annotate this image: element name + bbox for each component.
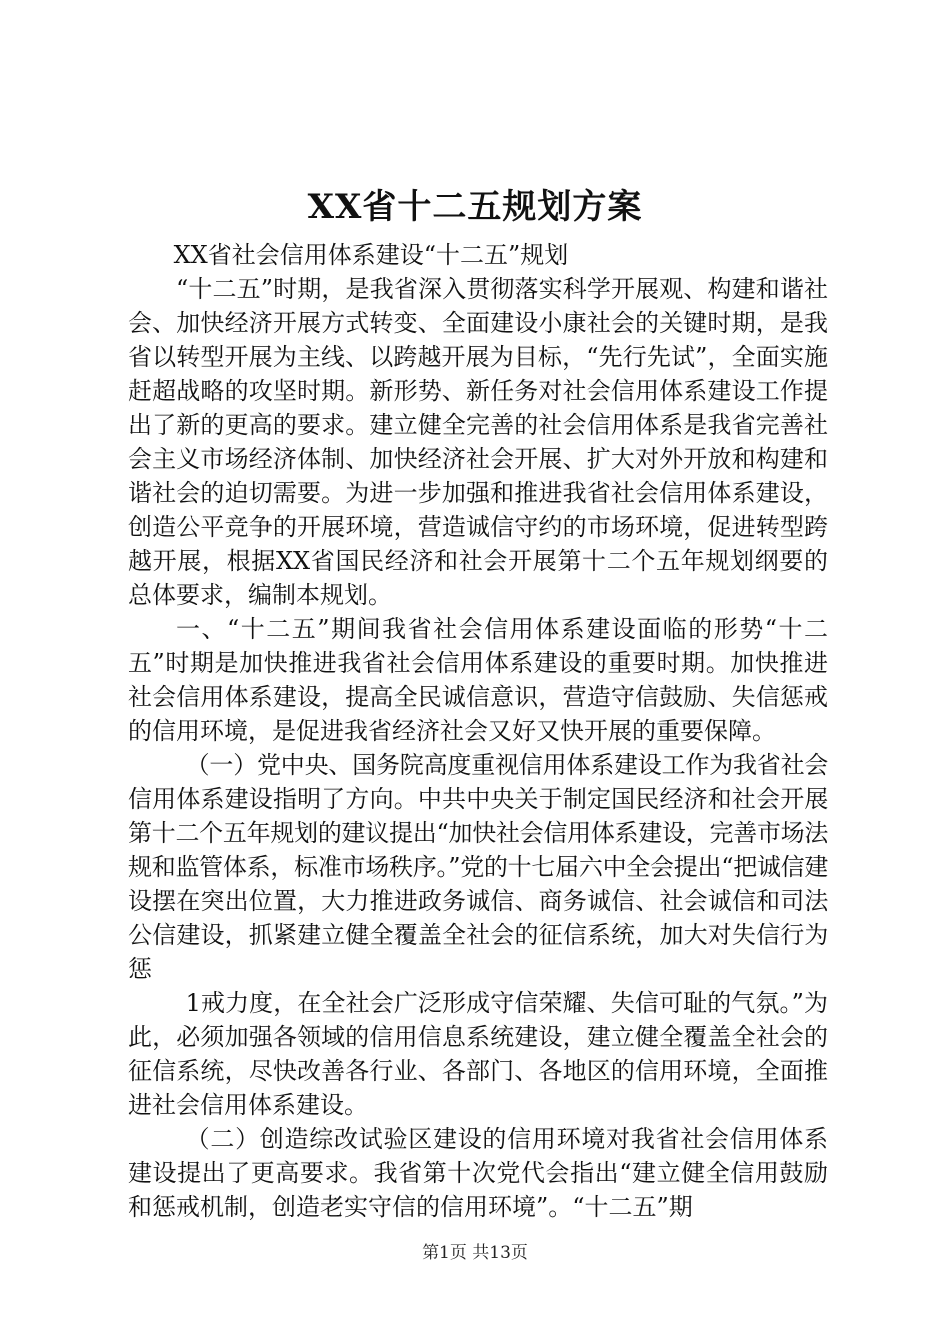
subsection-one-paragraph: （一）党中央、国务院高度重视信用体系建设工作为我省社会信用体系建设指明了方向。中共中央关于制定国民经济和社会开展第十二个五年规划的建议提出“加快社会信用体系建设，完善市场法规和监管体系，标准市场秩序。”党的十七届六中全会提出“把诚信建设摆在突出位置，大力推进政务诚信、商务诚信、社会诚信和司法公信建设，抓紧建立健全覆盖全社会的征信系统，加大对失信行为惩 [128, 751, 828, 983]
section-one-paragraph: 一、“十二五”期间我省社会信用体系建设面临的形势“十二五”时期是加快推进我省社会信用体系建设的重要时期。加快推进社会信用体系建设，提高全民诚信意识，营造守信鼓励、失信惩戒的信用环境，是促进我省经济社会又好又快开展的重要保障。 [128, 615, 828, 745]
intro-paragraph: “十二五”时期，是我省深入贯彻落实科学开展观、构建和谐社会、加快经济开展方式转变、全面建设小康社会的关键时期，是我省以转型开展为主线、以跨越开展为目标，“先行先试”，全面实施赶超战略的攻坚时期。新形势、新任务对社会信用体系建设工作提出了新的更高的要求。建立健全完善的社会信用体系是我省完善社会主义市场经济体制、加快经济社会开展、扩大对外开放和构建和谐社会的迫切需要。为进一步加强和推进我省社会信用体系建设，创造公平竞争的开展环境，营造诚信守约的市场环境，促进转型跨越开展，根据XX省国民经济和社会开展第十二个五年规划纲要的总体要求，编制本规划。 [128, 275, 828, 609]
document-title: XX省十二五规划方案 [307, 187, 643, 227]
plan-subtitle: XX省社会信用体系建设“十二五”规划 [173, 241, 569, 269]
page-footer: 第1页 共13页 [422, 1243, 528, 1263]
document-body [128, 238, 828, 1224]
subsection-two-paragraph: （二）创造综改试验区建设的信用环境对我省社会信用体系建设提出了更高要求。我省第十次党代会指出“建立健全信用鼓励和惩戒机制，创造老实守信的信用环境”。“十二五”期 [128, 1125, 828, 1221]
subsection-one-continuation: 1戒力度，在全社会广泛形成守信荣耀、失信可耻的气氛。”为此，必须加强各领域的信用信息系统建设，建立健全覆盖全社会的征信系统，尽快改善各行业、各部门、各地区的信用环境，全面推进社会信用体系建设。 [128, 989, 828, 1119]
